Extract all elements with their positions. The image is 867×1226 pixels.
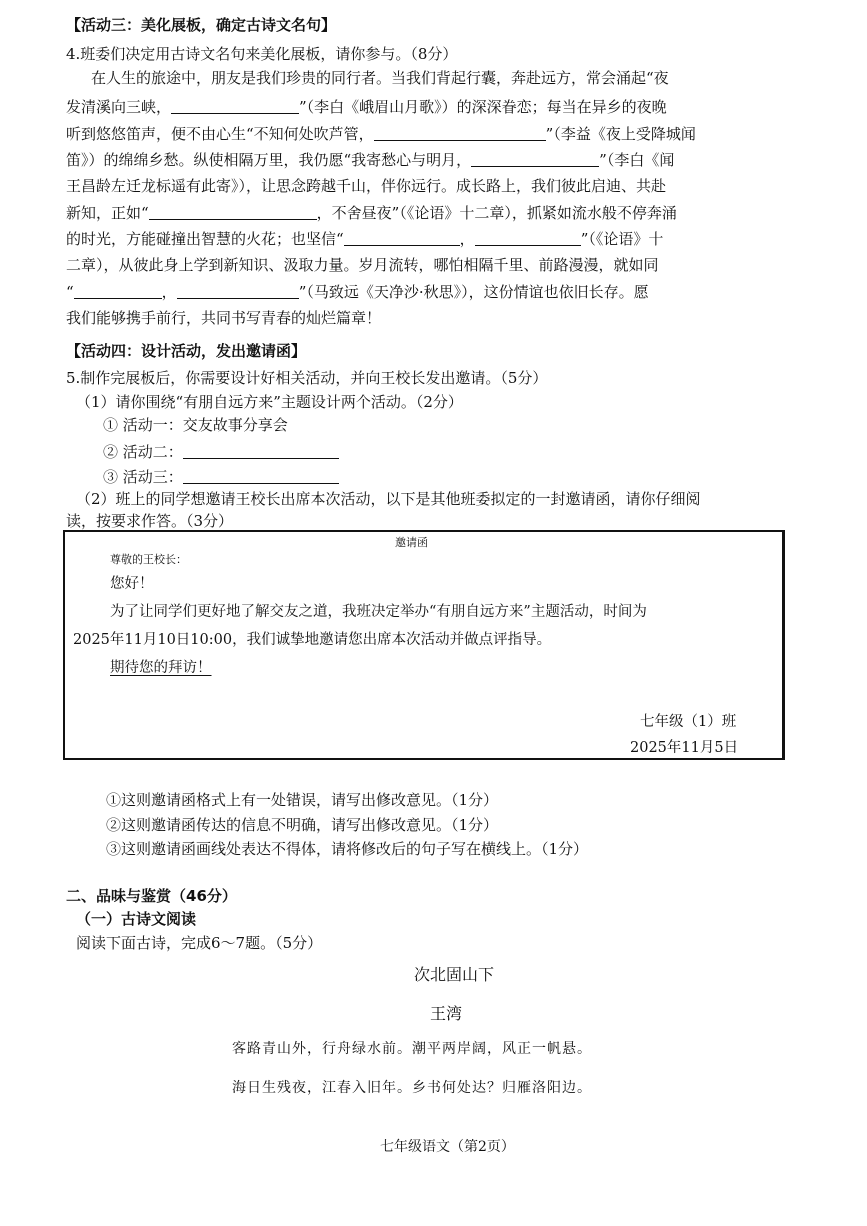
answer-blank[interactable] <box>475 227 581 246</box>
invitation-greeting: 您好！ <box>110 576 154 592</box>
passage-line-9 <box>66 278 649 307</box>
poem-line-1: 客路青山外，行舟绿水前。潮平两岸阔，风正一帆悬。 <box>232 1041 592 1057</box>
passage-text: ”（李益《夜上受降城闻 <box>545 125 696 143</box>
passage-text: 的时光，方能碰撞出智慧的火花；也坚信“ <box>66 230 344 248</box>
answer-blank[interactable] <box>74 280 162 299</box>
passage-text: ”（马致远《天净沙·秋思》），这份情谊也依旧长存。愿 <box>298 283 649 301</box>
invitation-title: 邀请函 <box>395 536 428 549</box>
invitation-letter <box>63 530 785 760</box>
activity-item-1: ① 活动一：交友故事分享会 <box>103 416 288 434</box>
poem-line-2: 海日生残夜，江春入旧年。乡书何处达？归雁洛阳边。 <box>232 1080 592 1096</box>
passage-text: ”（李白《闻 <box>599 151 675 169</box>
activity3-title: 【活动三：美化展板，确定古诗文名句】 <box>66 16 337 34</box>
poem-author: 王湾 <box>430 1004 463 1023</box>
passage-line-4 <box>66 146 674 175</box>
activity-item-2 <box>103 440 339 462</box>
answer-blank[interactable] <box>177 280 299 299</box>
activity-item-label: ③ 活动三： <box>103 468 183 486</box>
section-2-subtitle: （一）古诗文阅读 <box>76 910 197 928</box>
activity-three-answer-line[interactable] <box>183 465 339 484</box>
passage-text: 发清溪向三峡， <box>66 98 172 116</box>
section-2-intro: 阅读下面古诗，完成6～7题。（5分） <box>76 934 323 952</box>
question-5-sub1: （1）请你围绕“有朋自远方来”主题设计两个活动。（2分） <box>76 393 463 411</box>
passage-text: ， <box>161 283 177 301</box>
passage-line-7 <box>66 225 663 254</box>
passage-text: 听到悠悠笛声，便不由心生“不知何处吹芦管， <box>66 125 374 143</box>
activity-item-3 <box>103 465 339 487</box>
section-2-title: 二、品味与鉴赏（46分） <box>66 887 237 905</box>
sub-question-3: ③这则邀请函画线处表达不得体，请将修改后的句子写在横线上。（1分） <box>106 840 589 858</box>
question-4-intro: 4.班委们决定用古诗文名句来美化展板，请你参与。（8分） <box>66 45 458 63</box>
invitation-closing-underlined: 期待您的拜访！ <box>110 660 212 676</box>
invitation-signature: 七年级（1）班 <box>640 714 737 730</box>
activity4-title: 【活动四：设计活动，发出邀请函】 <box>66 342 307 360</box>
passage-text: 新知，正如“ <box>66 204 149 222</box>
activity-item-label: ② 活动二： <box>103 443 183 461</box>
answer-blank[interactable] <box>344 227 460 246</box>
page-footer: 七年级语文（第2页） <box>380 1139 515 1155</box>
passage-text: 笛》）的绵绵乡愁。纵使相隔万里，我仍愿“我寄愁心与明月， <box>66 151 472 169</box>
invitation-body-line2: 2025年11月10日10:00，我们诚挚地邀请您出席本次活动并做点评指导。 <box>73 632 552 648</box>
invitation-body-line1: 为了让同学们更好地了解交友之道，我班决定举办“有朋自远方来”主题活动，时间为 <box>110 604 647 620</box>
passage-line-3 <box>66 120 696 149</box>
passage-text: ，不舍昼夜”（《论语》十二章），抓紧如流水般不停奔涌 <box>316 204 677 222</box>
passage-line-6 <box>66 199 677 228</box>
answer-blank[interactable] <box>471 148 599 167</box>
passage-text: “ <box>66 283 74 301</box>
passage-text: ”（《论语》十 <box>580 230 664 248</box>
question-5-sub2-line2: 读，按要求作答。（3分） <box>66 512 234 530</box>
passage-text: ， <box>459 230 475 248</box>
passage-line-5: 王昌龄左迁龙标遥有此寄》），让思念跨越千山，伴你远行。成长路上，我们彼此启迪、共赴 <box>66 177 667 195</box>
sub-question-2: ②这则邀请函传达的信息不明确，请写出修改意见。（1分） <box>106 816 499 834</box>
answer-blank[interactable] <box>374 122 546 141</box>
answer-blank[interactable] <box>171 95 299 114</box>
sub-question-1: ①这则邀请函格式上有一处错误，请写出修改意见。（1分） <box>106 791 499 809</box>
passage-text: ”（李白《峨眉山月歌》）的深深眷恋；每当在异乡的夜晚 <box>299 98 667 116</box>
passage-line-2 <box>66 93 667 122</box>
question-5-intro: 5.制作完展板后，你需要设计好相关活动，并向王校长发出邀请。（5分） <box>66 369 548 387</box>
passage-line-10: 我们能够携手前行，共同书写青春的灿烂篇章！ <box>66 309 382 327</box>
answer-blank[interactable] <box>149 201 317 220</box>
poem-title: 次北固山下 <box>414 965 495 984</box>
activity-two-answer-line[interactable] <box>183 440 339 459</box>
invitation-salutation: 尊敬的王校长： <box>110 553 187 566</box>
passage-line-8: 二章），从彼此身上学到新知识、汲取力量。岁月流转，哪怕相隔千里、前路漫漫，就如同 <box>66 256 659 274</box>
invitation-date: 2025年11月5日 <box>630 740 739 756</box>
passage-line-1: 在人生的旅途中，朋友是我们珍贵的同行者。当我们背起行囊，奔赴远方，常会涌起“夜 <box>91 69 669 87</box>
question-5-sub2-line1: （2）班上的同学想邀请王校长出席本次活动，以下是其他班委拟定的一封邀请函，请你仔细阅 <box>76 490 701 508</box>
